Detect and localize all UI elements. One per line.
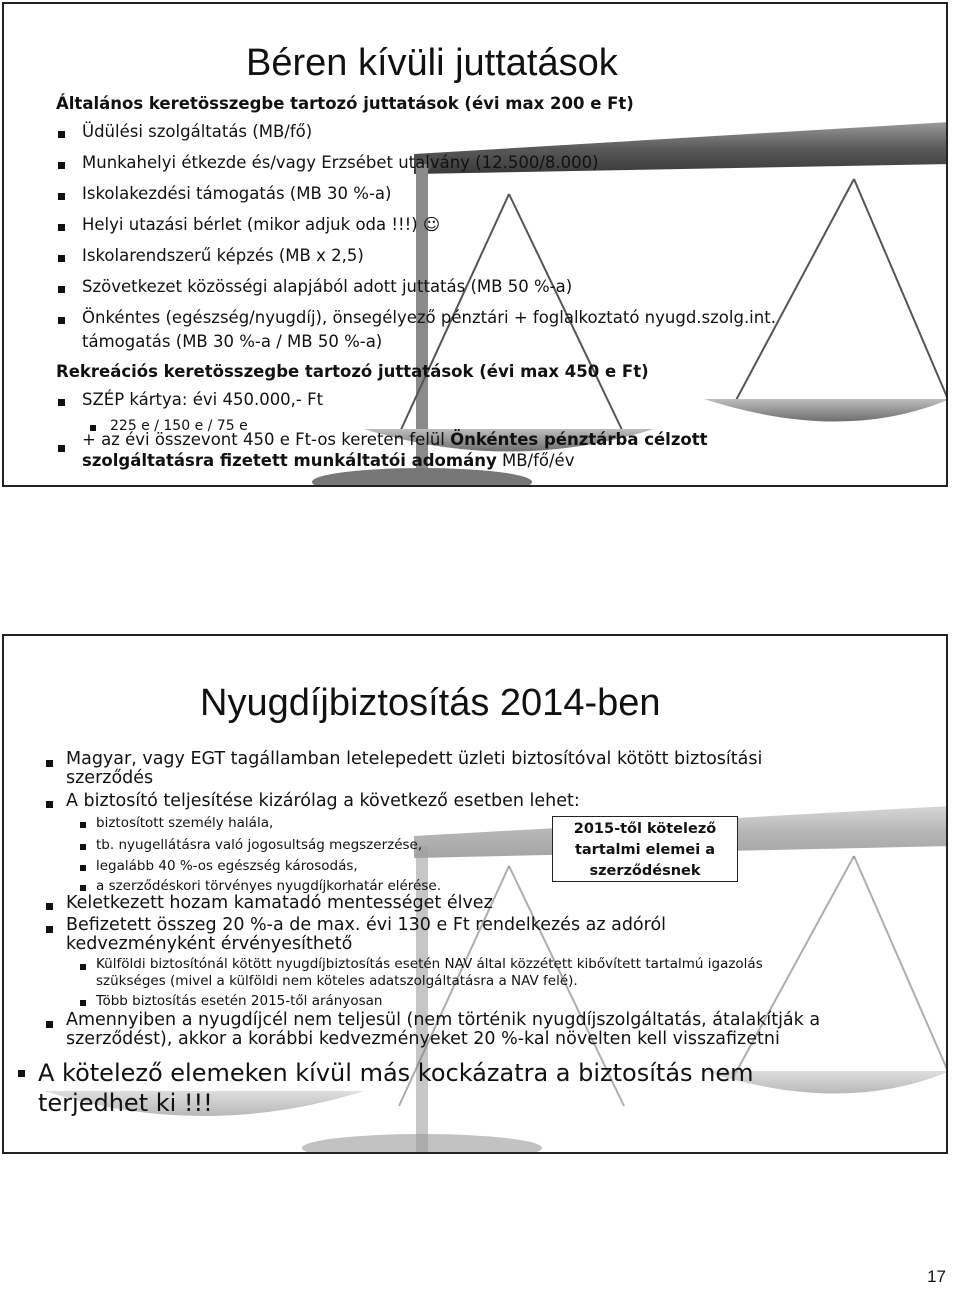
list-item-voluntary-fund: + az évi összevont 450 e Ft-os kereten felül Önkéntes pénztárba célzott szolgáltatásra fizetett munkáltatói adomány MB/fő/év xyxy=(82,430,708,470)
bullet-icon xyxy=(58,224,65,231)
bullet-icon xyxy=(18,1070,25,1077)
list-item: Befizetett összeg 20 %-a de max. évi 130 e Ft rendelkezés az adóról kedvezményként érvényesíthető xyxy=(66,915,667,954)
slide-title: Béren kívüli juttatások xyxy=(246,42,618,84)
slide-title: Nyugdíjbiztosítás 2014-ben xyxy=(200,682,661,724)
section-heading-general: Általános keretösszegbe tartozó juttatások (évi max 200 e Ft) xyxy=(56,94,634,113)
section-heading-recreation: Rekreációs keretösszegbe tartozó juttatások (évi max 450 e Ft) xyxy=(56,362,649,381)
list-item: Keletkezett hozam kamatadó mentességet élvez xyxy=(66,893,493,913)
list-subitem: legalább 40 %-os egészség károsodás, xyxy=(96,858,358,874)
bullet-icon xyxy=(58,399,65,406)
slide-benefits xyxy=(2,2,948,487)
bullet-icon xyxy=(58,193,65,200)
bullet-icon xyxy=(46,903,53,910)
slide-pension-insurance xyxy=(2,634,948,1154)
bullet-icon xyxy=(46,1021,53,1028)
bullet-icon xyxy=(46,801,53,808)
list-item: Amennyiben a nyugdíjcél nem teljesül (nem történik nyugdíjszolgáltatás, átalakítják a szerződést), akkor a korábbi kedvezményeket 20 %-kal növelten kell visszafizetni xyxy=(66,1010,821,1049)
bullet-icon xyxy=(80,844,86,850)
list-item: Önkéntes (egészség/nyugdíj), önsegélyező pénztári + foglalkoztató nyugd.szolg.int. xyxy=(82,308,776,327)
list-item: SZÉP kártya: évi 450.000,- Ft xyxy=(82,390,324,409)
bullet-icon xyxy=(58,131,65,138)
list-subitem: Külföldi biztosítónál kötött nyugdíjbiztosítás esetén NAV által közzétett kibővített tartalmú igazolás szükséges (mivel a külföldi nem köteles adatszolgáltatásra a NAV felé). xyxy=(96,956,763,989)
list-item-emphasis: A kötelező elemeken kívül más kockázatra a biztosítás nem terjedhet ki !!! xyxy=(38,1059,754,1117)
bullet-icon xyxy=(80,822,86,828)
bullet-icon xyxy=(46,760,53,767)
list-subitem: Több biztosítás esetén 2015-től arányosan xyxy=(96,993,383,1009)
bullet-icon xyxy=(46,926,53,933)
page-number: 17 xyxy=(927,1267,946,1286)
list-item: Szövetkezet közösségi alapjából adott juttatás (MB 50 %-a) xyxy=(82,277,573,296)
list-item: Iskolakezdési támogatás (MB 30 %-a) xyxy=(82,184,392,203)
bullet-icon xyxy=(80,1000,86,1006)
list-item: Üdülési szolgáltatás (MB/fő) xyxy=(82,122,313,141)
bullet-icon xyxy=(80,865,86,871)
bullet-icon xyxy=(58,255,65,262)
list-subitem: biztosított személy halála, xyxy=(96,815,274,831)
list-item: Iskolarendszerű képzés (MB x 2,5) xyxy=(82,246,364,265)
list-subitem: 225 e / 150 e / 75 e xyxy=(110,418,248,434)
bullet-icon xyxy=(58,445,65,452)
list-item: Helyi utazási bérlet (mikor adjuk oda !!!) ☺ xyxy=(82,215,441,234)
list-item-continuation: támogatás (MB 30 %-a / MB 50 %-a) xyxy=(82,332,383,351)
list-subitem: a szerződéskori törvényes nyugdíjkorhatár elérése. xyxy=(96,878,441,894)
bullet-icon xyxy=(58,317,65,324)
callout-mandatory-elements: 2015-től kötelező tartalmi elemei a szerződésnek xyxy=(552,816,738,882)
list-subitem: tb. nyugellátásra való jogosultság megszerzése, xyxy=(96,837,423,853)
list-item: Munkahelyi étkezde és/vagy Erzsébet utalvány (12.500/8.000) xyxy=(82,153,599,172)
list-item: A biztosító teljesítése kizárólag a következő esetben lehet: xyxy=(66,791,580,811)
bullet-icon xyxy=(80,885,86,891)
bullet-icon xyxy=(80,964,86,970)
bullet-icon xyxy=(58,286,65,293)
bullet-icon xyxy=(58,162,65,169)
list-item: Magyar, vagy EGT tagállamban letelepedett üzleti biztosítóval kötött biztosítási szerződés xyxy=(66,749,763,788)
